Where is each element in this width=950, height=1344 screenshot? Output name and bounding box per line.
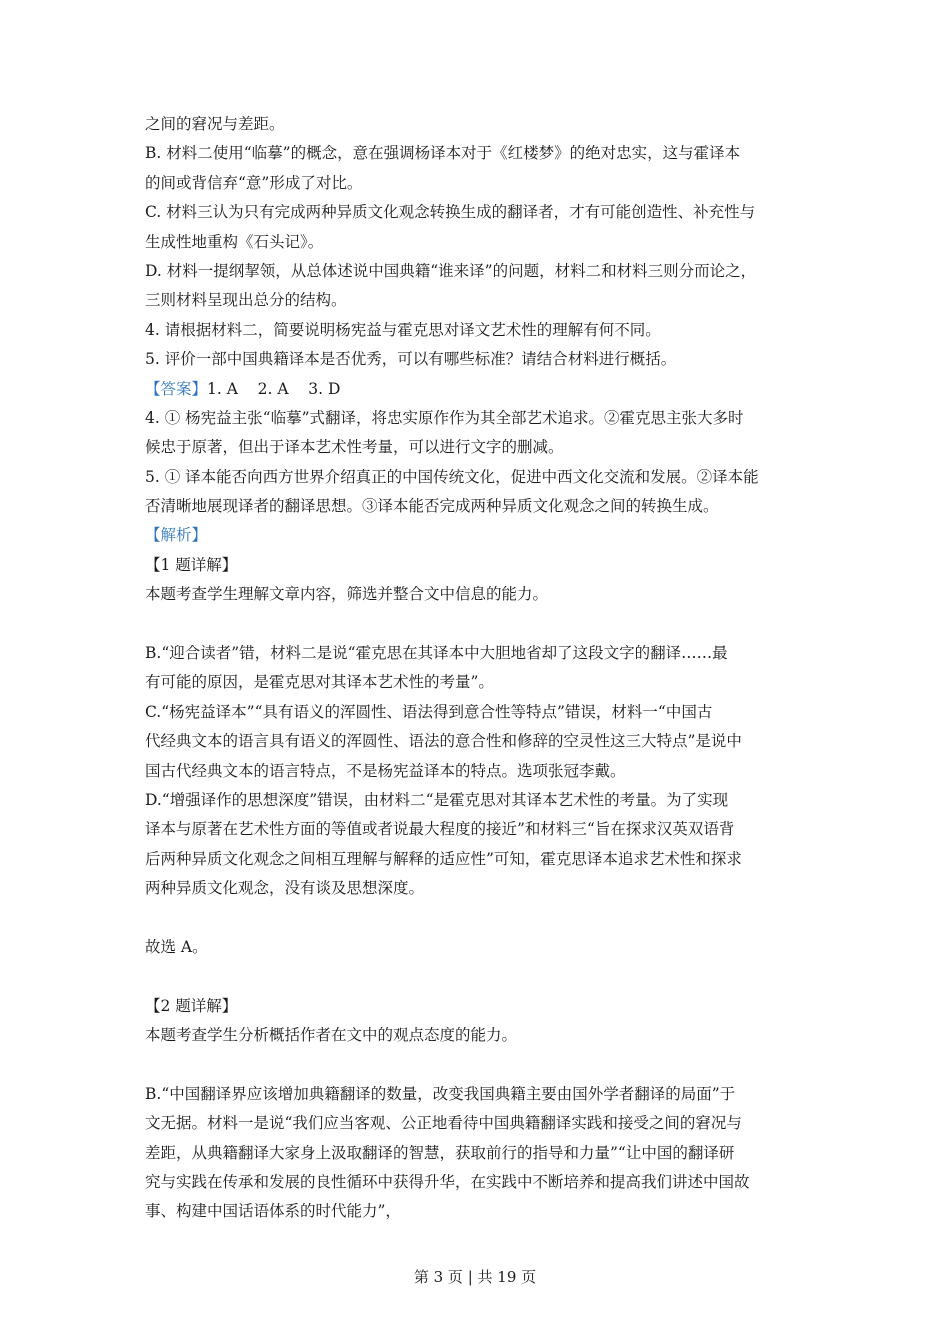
q1-c-line-1: C.“杨宪益译本”“具有语义的浑圆性、语法得到意合性等特点”错误，材料一“中国古 <box>145 702 713 721</box>
q3-option-d-line-2: 三则材料呈现出总分的结构。 <box>145 291 347 310</box>
q3-option-b-line-1: B. 材料二使用“临摹”的概念，意在强调杨译本对于《红楼梦》的绝对忠实，这与霍译本 <box>145 144 741 163</box>
paragraph-gap <box>145 962 810 991</box>
q2-b-line-4: 究与实践在传承和发展的良性循环中获得升华，在实践中不断培养和提高我们讲述中国故 <box>145 1173 750 1192</box>
q2-b-line-2: 文无据。材料一是说“我们应当客观、公正地看待中国典籍翻译实践和接受之间的窘况与 <box>145 1114 742 1133</box>
answer-line <box>145 375 810 404</box>
paragraph-gap <box>145 1051 810 1080</box>
q1-detail-intro: 本题考查学生理解文章内容，筛选并整合文中信息的能力。 <box>145 585 549 604</box>
q2-b-line-1: B.“中国翻译界应该增加典籍翻译的数量，改变我国典籍主要由国外学者翻译的局面”于 <box>145 1084 736 1103</box>
question-5: 5. 评价一部中国典籍译本是否优秀，可以有哪些标准？请结合材料进行概括。 <box>145 350 677 369</box>
q1-b-line-2: 有可能的原因，是霍克思对其译本艺术性的考量”。 <box>145 673 494 692</box>
paragraph-gap <box>145 610 810 639</box>
answer-choices: 1. A 2. A 3. D <box>207 379 341 398</box>
question-4: 4. 请根据材料二，简要说明杨宪益与霍克思对译文艺术性的理解有何不同。 <box>145 320 661 339</box>
answer-4-line-2: 候忠于原著，但出于译本艺术性考量，可以进行文字的删减。 <box>145 438 564 457</box>
q3-option-a-tail: 之间的窘况与差距。 <box>145 115 285 133</box>
paragraph-gap <box>145 904 810 933</box>
q1-c-line-2: 代经典文本的语言具有语义的浑圆性、语法的意合性和修辞的空灵性这三大特点”是说中 <box>145 732 742 751</box>
answer-4-line-1: 4. ① 杨宪益主张“临摹”式翻译，将忠实原作作为其全部艺术追求。②霍克思主张大多时 <box>145 408 744 427</box>
analysis-tag: 【解析】 <box>145 526 208 545</box>
q3-option-b-line-2: 的间或背信弃“意”形成了对比。 <box>145 173 363 192</box>
q1-conclusion: 故选 A。 <box>145 937 208 956</box>
q1-d-line-4: 两种异质文化观念，没有谈及思想深度。 <box>145 879 425 898</box>
q2-detail-heading: 【2 题详解】 <box>145 996 238 1015</box>
q1-d-line-3: 后两种异质文化观念之间相互理解与解释的适应性”可知，霍克思译本追求艺术性和探求 <box>145 849 742 868</box>
answer-5-line-1: 5. ① 译本能否向西方世界介绍真正的中国传统文化，促进中西文化交流和发展。②译本能 <box>145 467 759 486</box>
q1-c-line-3: 国古代经典文本的语言特点，不是杨宪益译本的特点。选项张冠李戴。 <box>145 761 626 780</box>
q2-b-line-5: 事、构建中国话语体系的时代能力”， <box>145 1202 401 1221</box>
q2-detail-intro: 本题考查学生分析概括作者在文中的观点态度的能力。 <box>145 1026 518 1045</box>
q1-d-line-2: 译本与原著在艺术性方面的等值或者说最大程度的接近”和材料三“旨在探求汉英双语背 <box>145 820 735 839</box>
q3-option-d-line-1: D. 材料一提纲挈领，从总体述说中国典籍“谁来译”的问题，材料二和材料三则分而论之， <box>145 261 757 280</box>
q2-b-line-3: 差距，从典籍翻译大家身上汲取翻译的智慧，获取前行的指导和力量”“让中国的翻译研 <box>145 1143 735 1162</box>
q3-option-c-line-2: 生成性地重构《石头记》。 <box>145 232 324 251</box>
q1-d-line-1: D.“增强译作的思想深度”错误，由材料二“是霍克思对其译本艺术性的考量。为了实现 <box>145 790 729 809</box>
q3-option-c-line-1: C. 材料三认为只有完成两种异质文化观念转换生成的翻译者，才有可能创造性、补充性与 <box>145 203 756 222</box>
page-footer: 第 3 页 | 共 19 页 <box>413 1268 537 1286</box>
q1-b-line-1: B.“迎合读者”错，材料二是说“霍克思在其译本中大胆地省却了这段文字的翻译……最 <box>145 644 728 663</box>
document-body <box>145 110 810 1227</box>
q1-detail-heading: 【1 题详解】 <box>145 555 238 574</box>
answer-5-line-2: 否清晰地展现译者的翻译思想。③译本能否完成两种异质文化观念之间的转换生成。 <box>145 497 719 516</box>
answer-tag: 【答案】 <box>145 379 208 398</box>
